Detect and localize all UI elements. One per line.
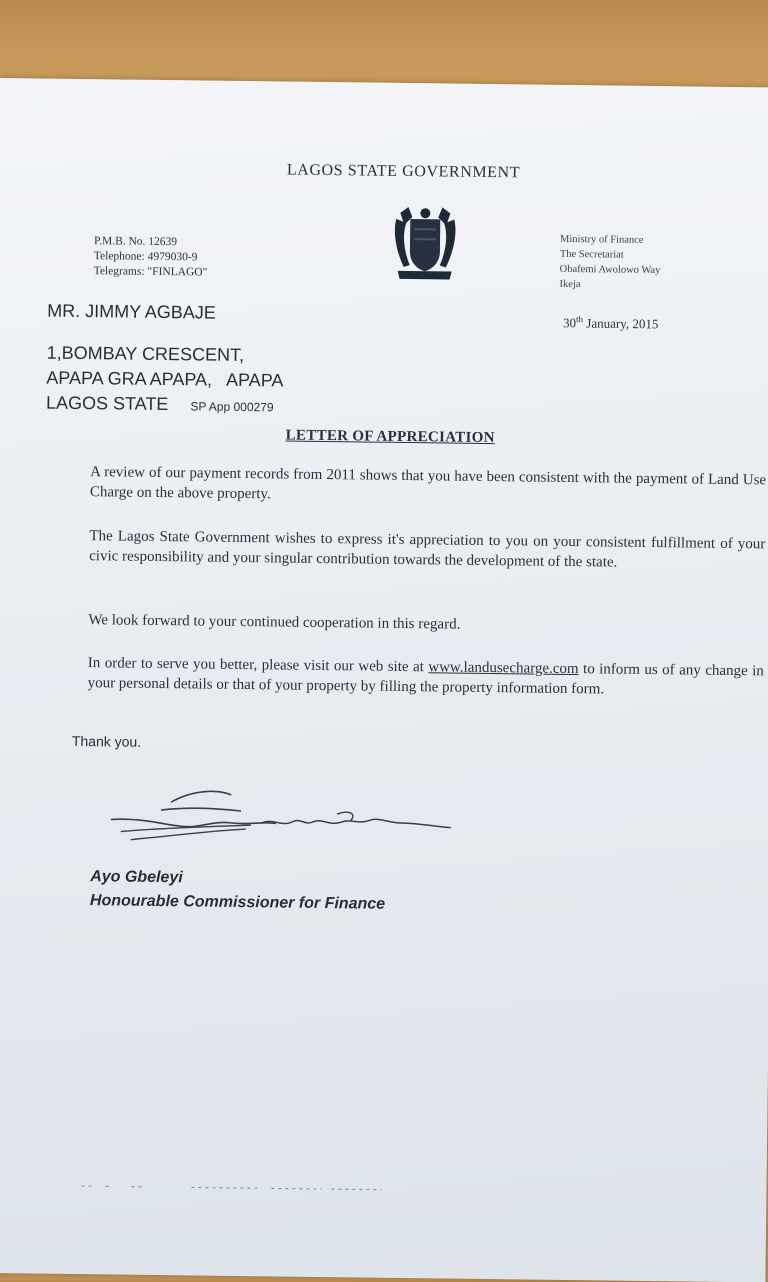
government-title: LAGOS STATE GOVERNMENT bbox=[286, 161, 521, 182]
address-state: LAGOS STATE bbox=[45, 392, 169, 415]
address-line-3 bbox=[46, 391, 283, 421]
contact-info bbox=[94, 234, 208, 280]
paragraph-cooperation: We look forward to your continued cooperation in this regard. bbox=[88, 612, 461, 633]
letter-page bbox=[0, 78, 768, 1282]
paragraph-appreciation: The Lagos State Government wishes to express it's appreciation to you on your consistent fulfillment of your civic responsibility and your singular contribution towards the development of the state. bbox=[89, 528, 766, 571]
signature bbox=[100, 779, 461, 863]
letter-date bbox=[563, 314, 659, 332]
city-line: Ikeja bbox=[559, 278, 581, 291]
signatory-block bbox=[90, 865, 386, 917]
letter-title: LETTER OF APPRECIATION bbox=[285, 427, 495, 447]
recipient-address bbox=[46, 341, 284, 421]
ministry-line: Ministry of Finance bbox=[560, 233, 644, 246]
telegrams-line: Telegrams: "FINLAGO" bbox=[93, 265, 208, 279]
date-rest: January, 2015 bbox=[582, 315, 659, 332]
ministry-address bbox=[559, 232, 660, 293]
street-line: Obafemi Awolowo Way bbox=[559, 263, 661, 277]
signatory-title: Honourable Commissioner for Finance bbox=[89, 892, 386, 913]
reference-number: SP App 000279 bbox=[190, 399, 274, 415]
coat-of-arms-icon bbox=[390, 205, 461, 282]
address-line-1: 1,BOMBAY CRESCENT, bbox=[46, 342, 245, 366]
address-line-2: APAPA GRA APAPA, APAPA bbox=[46, 367, 284, 391]
paragraph-website bbox=[87, 653, 763, 701]
date-day: 30 bbox=[562, 315, 577, 331]
recipient-name: MR. JIMMY AGBAJE bbox=[47, 300, 216, 323]
secretariat-line: The Secretariat bbox=[559, 248, 624, 261]
date-suffix: th bbox=[576, 314, 584, 325]
telephone-line: Telephone: 4979030-9 bbox=[93, 250, 198, 264]
signatory-name: Ayo Gbeleyi bbox=[90, 868, 183, 887]
paragraph-payment-review: A review of our payment records from 2011 shows that you have been consistent with the payment of Land Use Charge on the above property. bbox=[89, 464, 767, 503]
closing-text: Thank you. bbox=[71, 732, 142, 750]
website-link[interactable]: www.landusecharge.com bbox=[428, 659, 579, 678]
website-text-before: In order to serve you better, please visit our web site at bbox=[87, 655, 429, 676]
website-text-after: to inform us of any change in your personal details or that of your property by filling the property information form. bbox=[87, 661, 764, 698]
pmb-line: P.M.B. No. 12639 bbox=[93, 235, 178, 249]
faint-footer-marks bbox=[81, 1183, 381, 1193]
